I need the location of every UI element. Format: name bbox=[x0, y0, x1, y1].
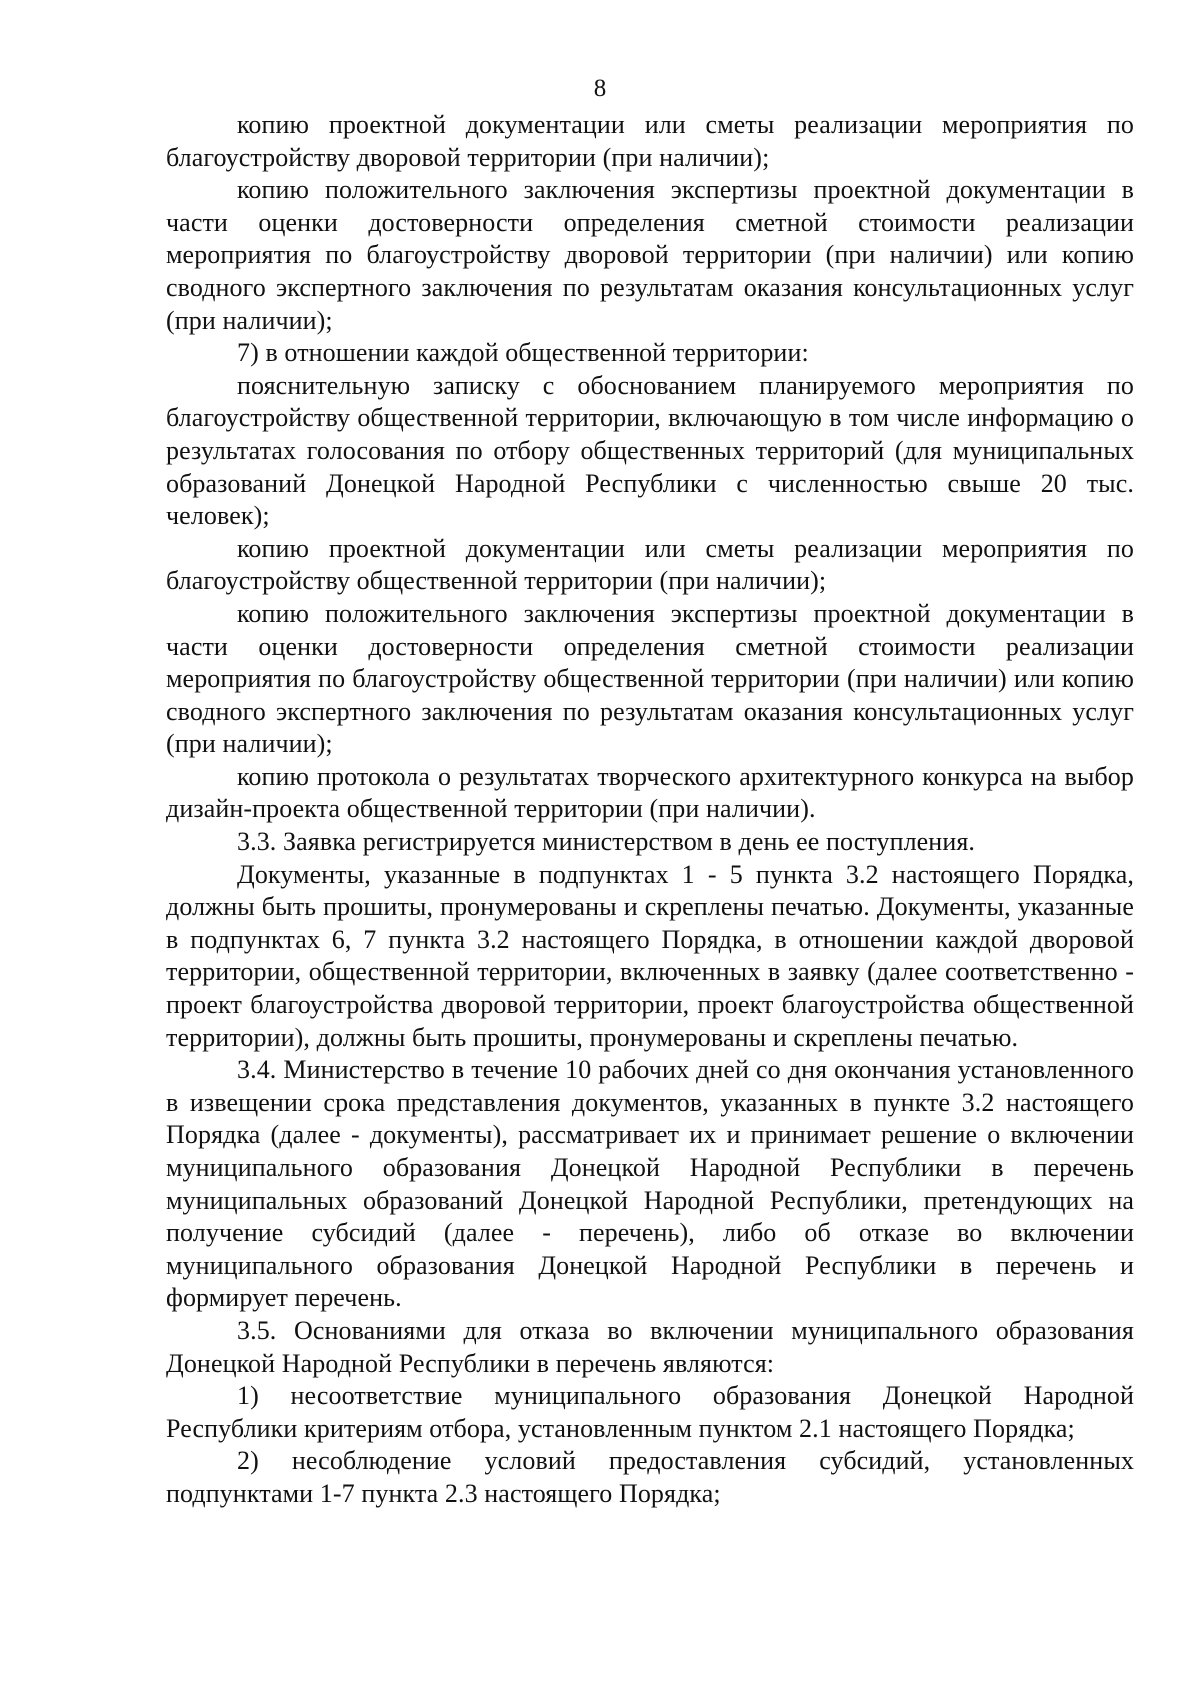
paragraph-refusal-ground-2: 2) несоблюдение условий предоставления субсидий, установленных подпунктами 1-7 пункта 2.3 настоящего Порядка; bbox=[166, 1446, 1134, 1508]
paragraph-3-4: 3.4. Министерство в течение 10 рабочих дней со дня окончания установленного в извещении срока представления документов, указанных в пункте 3.2 настоящего Порядка (далее - документы), рассматривает их и принимает решение о включении муниципального образования Донецкой Народной Республики в перечень муниципальных образований Донецкой Народной Республики, претендующих на получение субсидий (далее - перечень), либо об отказе во включении муниципального образования Донецкой Народной Республики в перечень и формирует перечень. bbox=[166, 1055, 1134, 1313]
paragraph-expertise-yard: копию положительного заключения экспертизы проектной документации в части оценки достоверности определения сметной стоимости реализации мероприятия по благоустройству дворовой территории (при наличии) или копию сводного экспертного заключения по результатам оказания консультационных услуг (при наличии); bbox=[166, 175, 1134, 335]
paragraph-item-7-public-territory: 7) в отношении каждой общественной территории: bbox=[237, 338, 809, 368]
paragraph-refusal-ground-1: 1) несоответствие муниципального образования Донецкой Народной Республики критериям отбора, установленным пунктом 2.1 настоящего Порядка; bbox=[166, 1381, 1134, 1443]
paragraph-explanatory-note: пояснительную записку с обоснованием планируемого мероприятия по благоустройству общественной территории, включающую в том числе информацию о результатах голосования по отбору общественных территорий (для муниципальных образований Донецкой Народной Республики с численностью свыше 20 тыс. человек); bbox=[166, 370, 1134, 531]
paragraph-contest-protocol: копию протокола о результатах творческого архитектурного конкурса на выбор дизайн-проекта общественной территории (при наличии). bbox=[166, 761, 1134, 824]
document-body bbox=[166, 109, 1134, 1511]
paragraph-expertise-public: копию положительного заключения экспертизы проектной документации в части оценки достоверности определения сметной стоимости реализации мероприятия по благоустройству общественной территории (при наличии) или копию сводного экспертного заключения по результатам оказания консультационных услуг (при наличии); bbox=[166, 598, 1134, 759]
paragraph-documents-binding: Документы, указанные в подпунктах 1 - 5 пункта 3.2 настоящего Порядка, должны быть прошиты, пронумерованы и скреплены печатью. Документы, указанные в подпунктах 6, 7 пункта 3.2 настоящего Порядка, в отношении каждой дворовой территории, общественной территории, включенных в заявку (далее соответственно - проект благоустройства дворовой территории, проект благоустройства общественной территории), должны быть прошиты, пронумерованы и скреплены печатью. bbox=[166, 859, 1134, 1052]
page-number: 8 bbox=[593, 75, 607, 102]
paragraph-design-estimate-public: копию проектной документации или сметы реализации мероприятия по благоустройству общественной территории (при наличии); bbox=[166, 533, 1134, 596]
paragraph-3-3: 3.3. Заявка регистрируется министерством в день ее поступления. bbox=[237, 827, 975, 857]
paragraph-3-5: 3.5. Основаниями для отказа во включении муниципального образования Донецкой Народной Республики в перечень являются: bbox=[166, 1315, 1134, 1378]
paragraph-design-estimate-yard: копию проектной документации или сметы реализации мероприятия по благоустройству дворовой территории (при наличии); bbox=[166, 110, 1134, 172]
